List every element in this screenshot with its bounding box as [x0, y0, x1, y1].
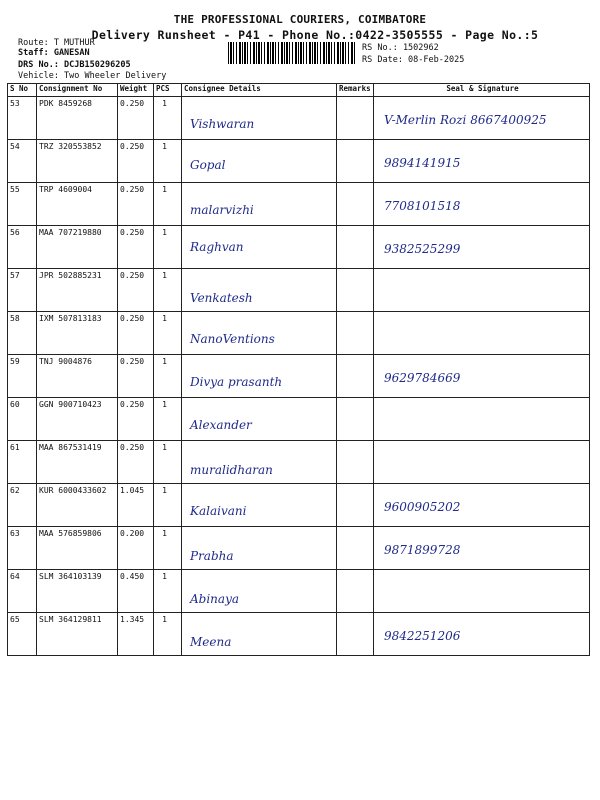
cell-sno: 57 — [8, 269, 37, 312]
cell-sno: 62 — [8, 484, 37, 527]
handwritten-consignee: Venkatesh — [190, 291, 253, 305]
cell-pcs: 1 — [154, 312, 182, 355]
barcode — [228, 42, 356, 64]
col-weight: Weight — [118, 84, 154, 97]
cell-signature — [374, 312, 590, 355]
handwritten-consignee: NanoVentions — [190, 332, 275, 346]
handwritten-consignee: Divya prasanth — [190, 375, 283, 389]
cell-sno: 60 — [8, 398, 37, 441]
handwritten-consignee: muralidharan — [190, 463, 273, 477]
cell-consignee — [182, 613, 337, 656]
cell-consignee — [182, 226, 337, 269]
cell-pcs: 1 — [154, 226, 182, 269]
cell-signature — [374, 398, 590, 441]
cell-remarks — [337, 140, 374, 183]
handwritten-consignee: Vishwaran — [190, 117, 255, 131]
cell-sno: 58 — [8, 312, 37, 355]
cell-remarks — [337, 613, 374, 656]
cell-consignee — [182, 570, 337, 613]
table-row — [8, 355, 590, 398]
cell-remarks — [337, 527, 374, 570]
cell-pcs: 1 — [154, 527, 182, 570]
handwritten-signature: 7708101518 — [384, 199, 461, 213]
cell-consignment: IXM 507813183 — [37, 312, 118, 355]
cell-weight: 0.250 — [118, 226, 154, 269]
cell-remarks — [337, 484, 374, 527]
cell-weight: 0.250 — [118, 269, 154, 312]
cell-consignment: GGN 900710423 — [37, 398, 118, 441]
cell-pcs: 1 — [154, 570, 182, 613]
col-signature: Seal & Signature — [374, 84, 590, 97]
cell-remarks — [337, 398, 374, 441]
cell-consignee — [182, 183, 337, 226]
cell-pcs: 1 — [154, 441, 182, 484]
cell-consignee — [182, 484, 337, 527]
cell-signature — [374, 226, 590, 269]
handwritten-consignee: malarvizhi — [190, 203, 254, 217]
table-row — [8, 269, 590, 312]
handwritten-signature: 9600905202 — [384, 500, 461, 514]
cell-remarks — [337, 183, 374, 226]
cell-remarks — [337, 226, 374, 269]
cell-consignment: JPR 502885231 — [37, 269, 118, 312]
cell-consignee — [182, 398, 337, 441]
cell-sno: 55 — [8, 183, 37, 226]
cell-consignment: KUR 6000433602 — [37, 484, 118, 527]
col-sno: S No — [8, 84, 37, 97]
runsheet-subtitle: Delivery Runsheet - P41 - Phone No.:0422-3505555 - Page No.:5 — [91, 28, 539, 42]
cell-signature — [374, 269, 590, 312]
cell-remarks — [337, 570, 374, 613]
cell-sno: 65 — [8, 613, 37, 656]
handwritten-signature: 9894141915 — [384, 156, 461, 170]
cell-pcs: 1 — [154, 398, 182, 441]
staff-label: Staff: GANESAN — [18, 48, 90, 58]
cell-consignee — [182, 97, 337, 140]
route-label: Route: T MUTHUR — [18, 38, 95, 48]
cell-pcs: 1 — [154, 613, 182, 656]
table-row — [8, 527, 590, 570]
cell-consignee — [182, 140, 337, 183]
cell-weight: 0.250 — [118, 140, 154, 183]
cell-weight: 0.250 — [118, 441, 154, 484]
col-consignment: Consignment No — [37, 84, 118, 97]
cell-pcs: 1 — [154, 269, 182, 312]
cell-signature — [374, 484, 590, 527]
cell-remarks — [337, 97, 374, 140]
handwritten-consignee: Prabha — [190, 549, 234, 563]
cell-signature — [374, 441, 590, 484]
cell-consignee — [182, 312, 337, 355]
cell-signature — [374, 140, 590, 183]
cell-consignment: PDK 8459268 — [37, 97, 118, 140]
cell-pcs: 1 — [154, 355, 182, 398]
table-row — [8, 570, 590, 613]
cell-remarks — [337, 269, 374, 312]
handwritten-consignee: Alexander — [190, 418, 252, 432]
cell-consignment: TNJ 9004876 — [37, 355, 118, 398]
handwritten-signature: 9629784669 — [384, 371, 461, 385]
cell-consignment: MAA 576859806 — [37, 527, 118, 570]
cell-remarks — [337, 441, 374, 484]
cell-weight: 0.200 — [118, 527, 154, 570]
cell-sno: 64 — [8, 570, 37, 613]
cell-weight: 1.045 — [118, 484, 154, 527]
table-row — [8, 183, 590, 226]
handwritten-signature: V-Merlin Rozi 8667400925 — [384, 113, 547, 127]
cell-consignment: MAA 707219880 — [37, 226, 118, 269]
cell-weight: 0.250 — [118, 183, 154, 226]
cell-pcs: 1 — [154, 97, 182, 140]
handwritten-consignee: Gopal — [190, 158, 226, 172]
cell-sno: 54 — [8, 140, 37, 183]
rs-date: RS Date: 08-Feb-2025 — [362, 55, 465, 65]
vehicle-label: Vehicle: Two Wheeler Delivery — [18, 71, 167, 81]
handwritten-consignee: Meena — [190, 635, 232, 649]
col-pcs: PCS — [154, 84, 182, 97]
cell-weight: 0.450 — [118, 570, 154, 613]
handwritten-signature: 9842251206 — [384, 629, 461, 643]
cell-signature — [374, 613, 590, 656]
cell-weight: 0.250 — [118, 312, 154, 355]
handwritten-consignee: Kalaivani — [190, 504, 247, 518]
handwritten-signature: 9382525299 — [384, 242, 461, 256]
cell-signature — [374, 355, 590, 398]
handwritten-signature: 9871899728 — [384, 543, 461, 557]
cell-consignment: SLM 364129811 — [37, 613, 118, 656]
table-row — [8, 97, 590, 140]
rs-number: RS No.: 1502962 — [362, 43, 439, 53]
runsheet-table — [7, 83, 590, 656]
cell-consignee — [182, 269, 337, 312]
cell-consignment: TRP 4609004 — [37, 183, 118, 226]
cell-sno: 63 — [8, 527, 37, 570]
col-consignee: Consignee Details — [182, 84, 337, 97]
cell-consignment: TRZ 320553852 — [37, 140, 118, 183]
cell-sno: 61 — [8, 441, 37, 484]
table-row — [8, 398, 590, 441]
table-row — [8, 312, 590, 355]
cell-consignment: SLM 364103139 — [37, 570, 118, 613]
cell-pcs: 1 — [154, 484, 182, 527]
cell-sno: 56 — [8, 226, 37, 269]
cell-sno: 59 — [8, 355, 37, 398]
company-title: THE PROFESSIONAL COURIERS, COIMBATORE — [173, 13, 427, 26]
cell-signature — [374, 527, 590, 570]
cell-remarks — [337, 312, 374, 355]
table-row — [8, 226, 590, 269]
table-header-row — [8, 84, 590, 97]
col-remarks: Remarks — [337, 84, 374, 97]
handwritten-consignee: Raghvan — [190, 240, 244, 254]
cell-signature — [374, 183, 590, 226]
cell-signature — [374, 97, 590, 140]
cell-consignee — [182, 441, 337, 484]
cell-consignee — [182, 527, 337, 570]
table-row — [8, 441, 590, 484]
cell-weight: 0.250 — [118, 398, 154, 441]
table-row — [8, 484, 590, 527]
handwritten-consignee: Abinaya — [190, 592, 240, 606]
cell-consignee — [182, 355, 337, 398]
cell-signature — [374, 570, 590, 613]
drs-label: DRS No.: DCJB150296205 — [18, 60, 131, 70]
cell-weight: 0.250 — [118, 355, 154, 398]
cell-remarks — [337, 355, 374, 398]
cell-consignment: MAA 867531419 — [37, 441, 118, 484]
table-row — [8, 140, 590, 183]
cell-pcs: 1 — [154, 183, 182, 226]
cell-sno: 53 — [8, 97, 37, 140]
cell-weight: 1.345 — [118, 613, 154, 656]
cell-weight: 0.250 — [118, 97, 154, 140]
cell-pcs: 1 — [154, 140, 182, 183]
table-row — [8, 613, 590, 656]
